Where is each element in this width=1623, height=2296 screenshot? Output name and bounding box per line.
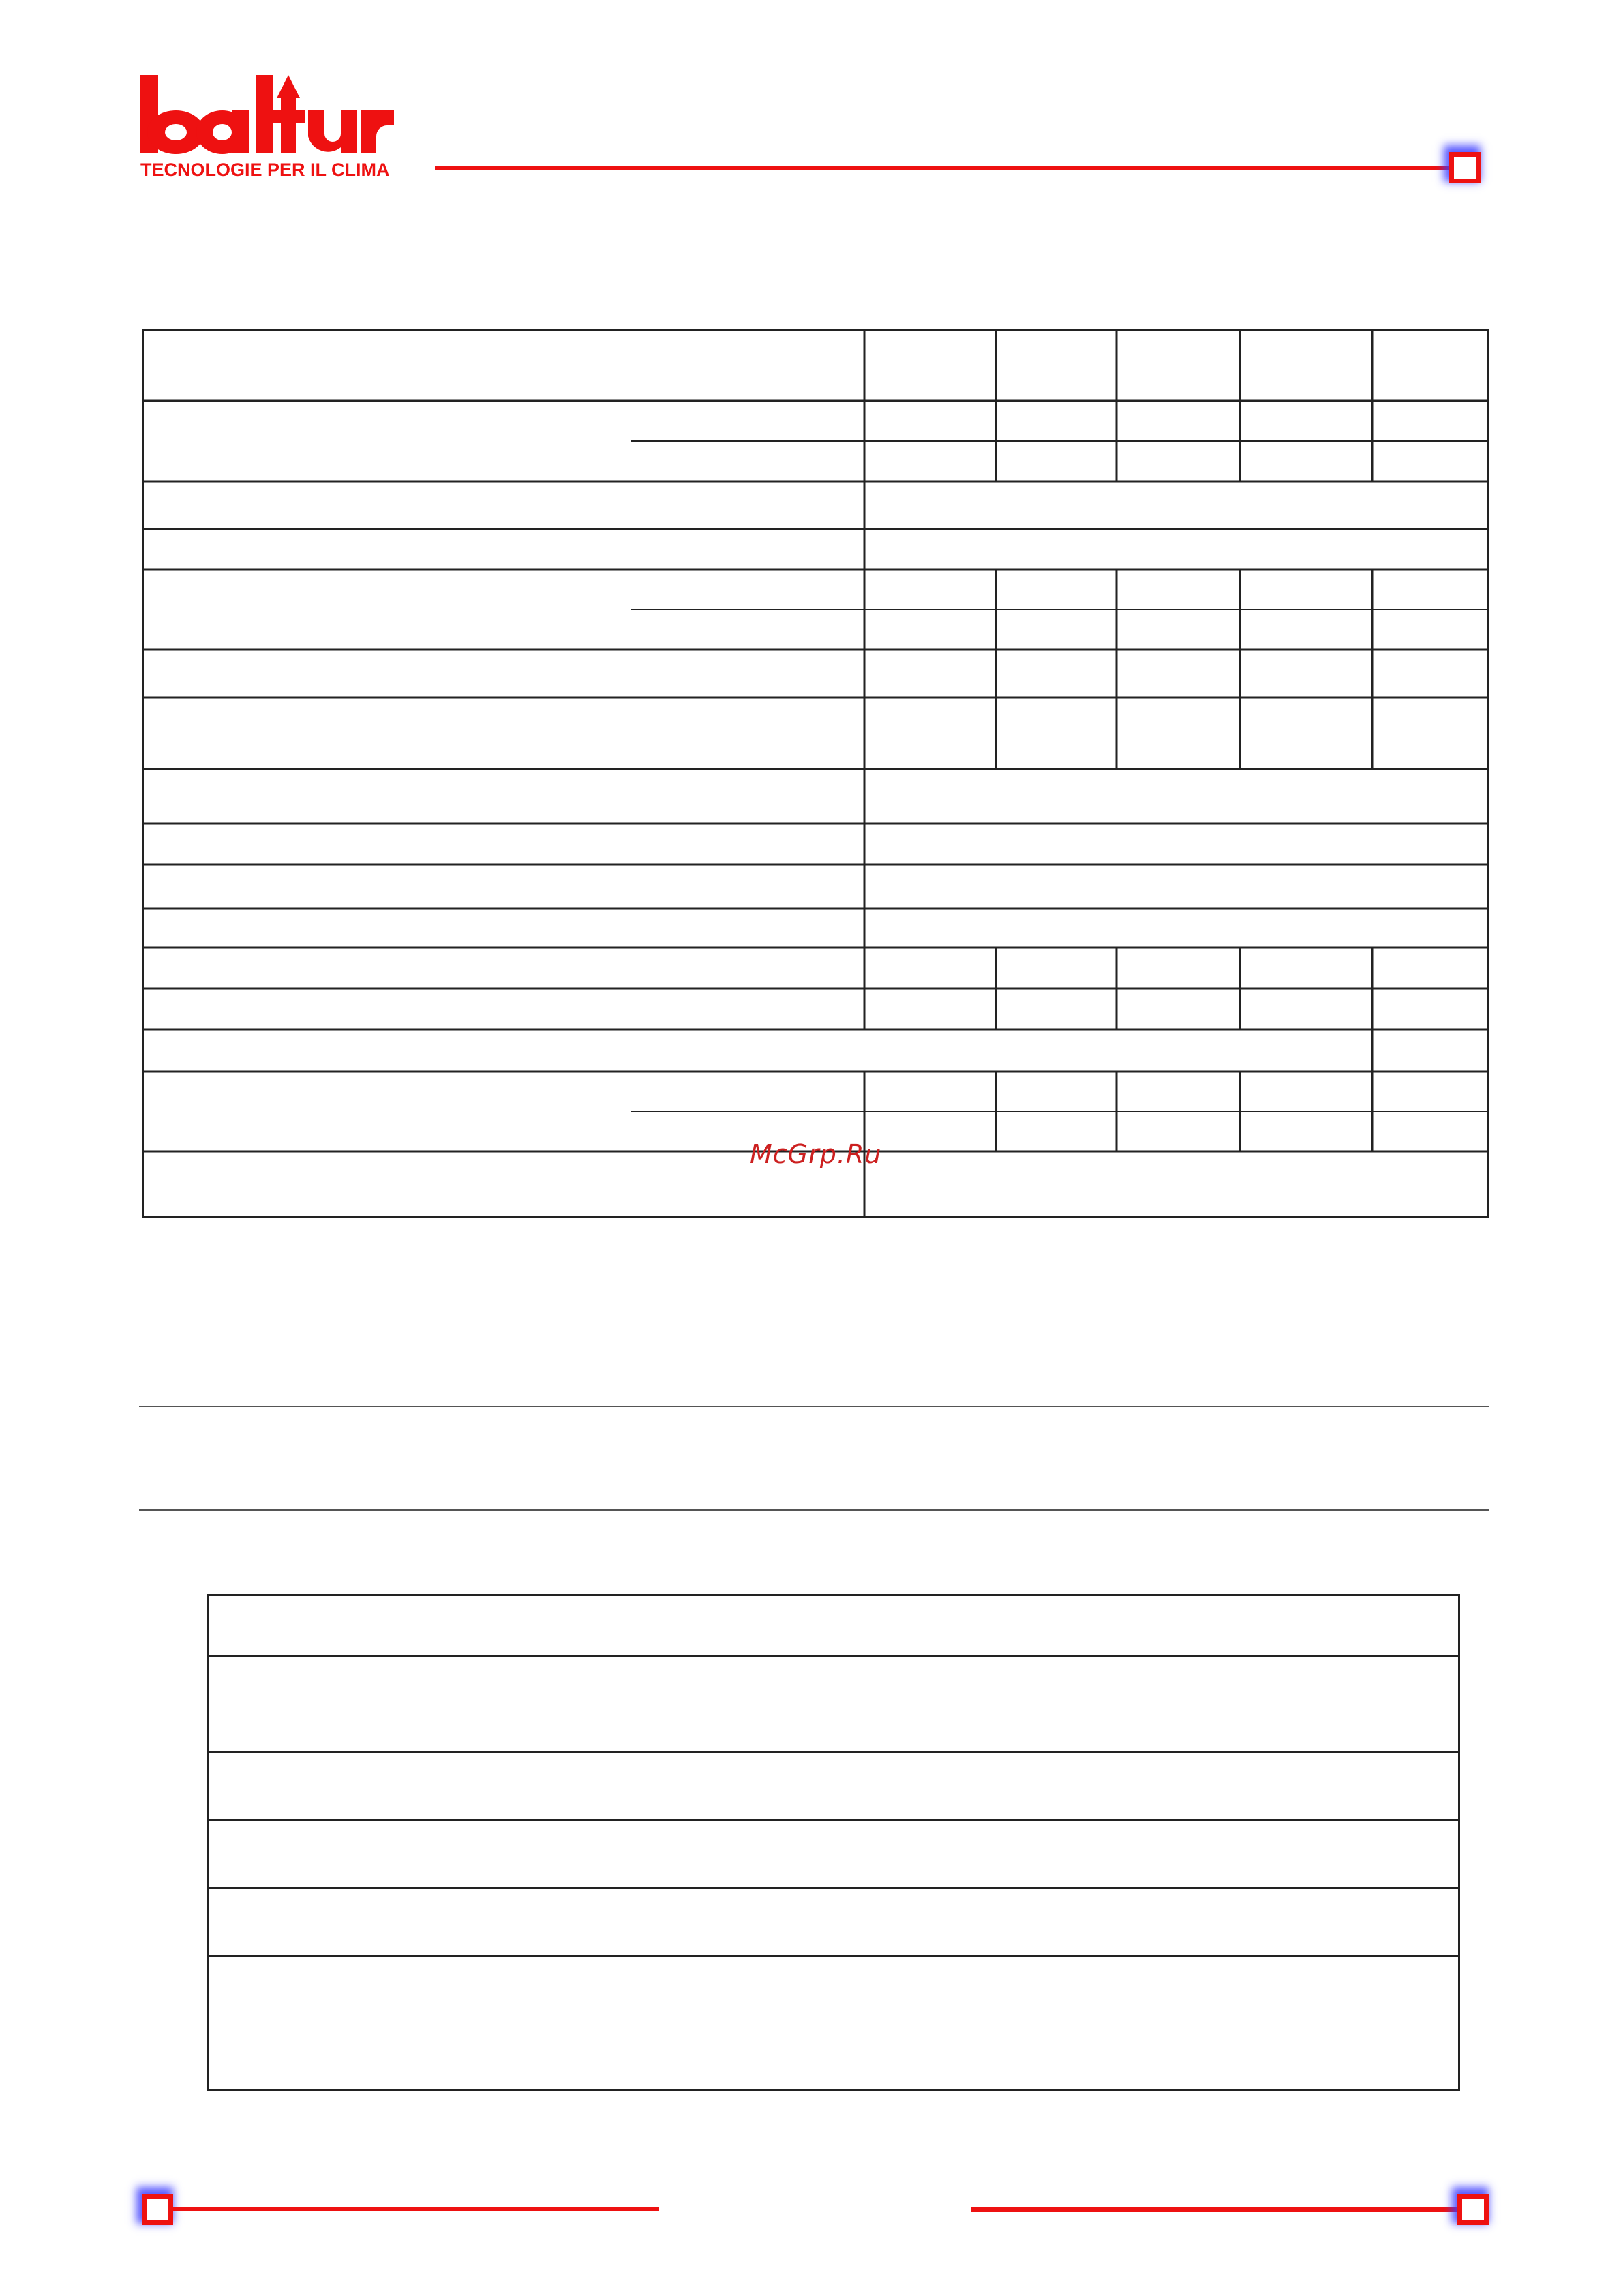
table-row	[209, 1957, 1459, 2091]
table-row	[209, 1752, 1459, 1820]
header-rule	[435, 166, 1451, 170]
corner-square-icon	[1457, 2194, 1489, 2225]
footer-rule-right	[971, 2207, 1459, 2212]
table-row	[209, 1820, 1459, 1888]
section-rule-bottom	[139, 1509, 1489, 1511]
footer-rule-left	[172, 2207, 659, 2211]
brand-logo	[136, 68, 395, 184]
table-row	[209, 1656, 1459, 1752]
corner-square-icon	[142, 2194, 173, 2225]
watermark-text: McGrp.Ru	[750, 1139, 882, 1169]
notes-table	[207, 1594, 1460, 2091]
table-row	[209, 1888, 1459, 1957]
brand-tagline: TECNOLOGIE PER IL CLIMA	[140, 160, 390, 180]
table-row	[209, 1595, 1459, 1656]
spec-table	[142, 329, 1489, 1218]
section-rule-top	[139, 1406, 1489, 1407]
corner-square-icon	[1449, 152, 1481, 183]
